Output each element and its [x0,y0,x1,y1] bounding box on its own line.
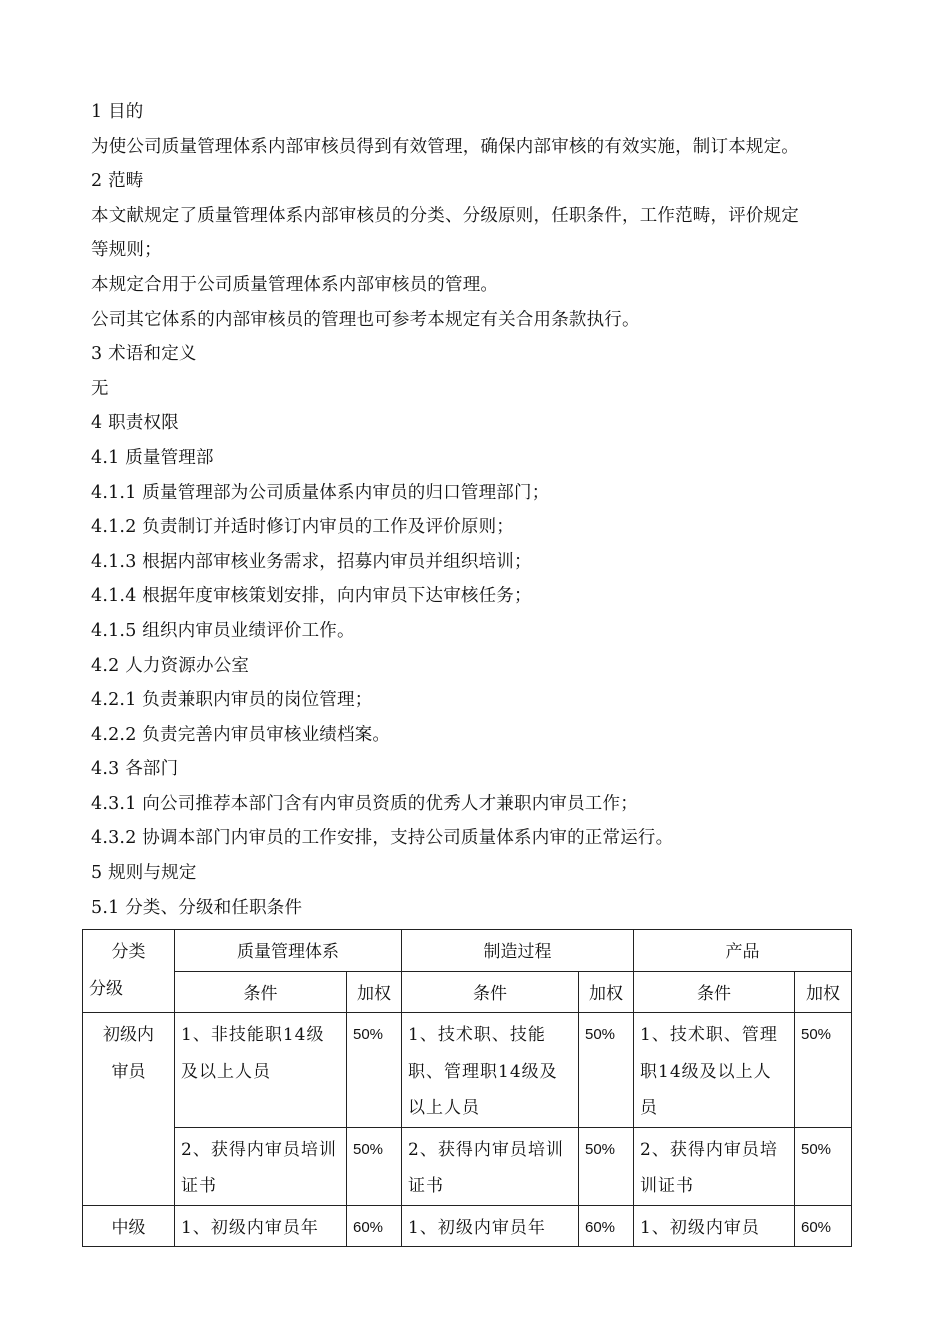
weight-cell: 50% [579,1127,634,1205]
weight-cell: 50% [347,1127,402,1205]
paragraph: 无 [91,378,109,399]
condition-cell: 1、初级内审员年 [175,1205,347,1247]
condition-header: 条件 [634,971,795,1013]
condition-cell: 1、技术职、技能职、管理职14级及以上人员 [402,1013,579,1128]
table-subheader-row [83,971,852,1013]
qualification-table [82,929,852,1247]
condition-cell: 2、获得内审员培训证书 [634,1127,795,1205]
weight-cell: 60% [579,1205,634,1247]
weight-cell: 50% [579,1013,634,1128]
table-row [83,1013,852,1128]
clause: 4.2.2 负责完善内审员审核业绩档案。 [91,724,391,745]
condition-cell: 1、非技能职14级及以上人员 [175,1013,347,1128]
group-header: 产品 [634,930,852,972]
weight-header: 加权 [795,971,852,1013]
paragraph: 本文献规定了质量管理体系内部审核员的分类、分级原则，任职条件，工作范畴，评价规定 [91,205,799,226]
clause: 4.1.2 负责制订并适时修订内审员的工作及评价原则； [91,517,514,538]
subheading: 4.1 质量管理部 [91,447,214,468]
paragraph: 为使公司质量管理体系内部审核员得到有效管理，确保内部审核的有效实施，制订本规定。 [91,136,799,157]
corner-cell [83,930,175,1013]
subheading: 4.3 各部门 [91,759,179,780]
weight-cell: 60% [347,1205,402,1247]
condition-cell: 2、获得内审员培训证书 [175,1127,347,1205]
clause: 4.3.2 协调本部门内审员的工作安排，支持公司质量体系内审的正常运行。 [91,828,674,849]
level-cell: 初级内审员 [83,1013,175,1206]
subheading: 5.1 分类、分级和任职条件 [91,897,303,918]
clause: 4.1.3 根据内部审核业务需求，招募内审员并组织培训； [91,551,532,572]
weight-header: 加权 [347,971,402,1013]
body-text [91,95,871,925]
paragraph: 本规定合用于公司质量管理体系内部审核员的管理。 [91,274,499,295]
heading-rules: 5 规则与规定 [91,863,197,884]
condition-cell: 2、获得内审员培训证书 [402,1127,579,1205]
level-cell: 中级 [83,1205,175,1247]
table-header-row [83,930,852,972]
weight-cell: 50% [347,1013,402,1128]
heading-purpose: 1 目的 [91,102,144,122]
group-header: 质量管理体系 [175,930,402,972]
condition-cell: 1、初级内审员 [634,1205,795,1247]
heading-scope: 2 范畴 [91,171,144,192]
weight-cell: 60% [795,1205,852,1247]
weight-header: 加权 [579,971,634,1013]
category-label: 分类 [111,942,146,962]
clause: 4.1.1 质量管理部为公司质量体系内审员的归口管理部门； [91,482,550,503]
condition-header: 条件 [175,971,347,1013]
paragraph: 公司其它体系的内部审核员的管理也可参考本规定有关合用条款执行。 [91,309,640,330]
clause: 4.1.4 根据年度审核策划安排，向内审员下达审核任务； [91,586,532,607]
condition-header: 条件 [402,971,579,1013]
weight-cell: 50% [795,1127,852,1205]
clause: 4.1.5 组织内审员业绩评价工作。 [91,620,355,641]
condition-cell: 1、技术职、管理职14级及以上人员 [634,1013,795,1128]
clause: 4.2.1 负责兼职内审员的岗位管理； [91,690,373,711]
heading-terms: 3 术语和定义 [91,344,197,365]
paragraph: 等规则； [91,240,162,261]
weight-cell: 50% [795,1013,852,1128]
heading-responsibilities: 4 职责权限 [91,413,179,434]
group-header: 制造过程 [402,930,634,972]
subheading: 4.2 人力资源办公室 [91,655,250,676]
condition-cell: 1、初级内审员年 [402,1205,579,1247]
table-row [83,1205,852,1247]
table-row [83,1127,852,1205]
clause: 4.3.1 向公司推荐本部门含有内审员资质的优秀人才兼职内审员工作； [91,793,638,814]
level-label: 分级 [89,978,123,999]
